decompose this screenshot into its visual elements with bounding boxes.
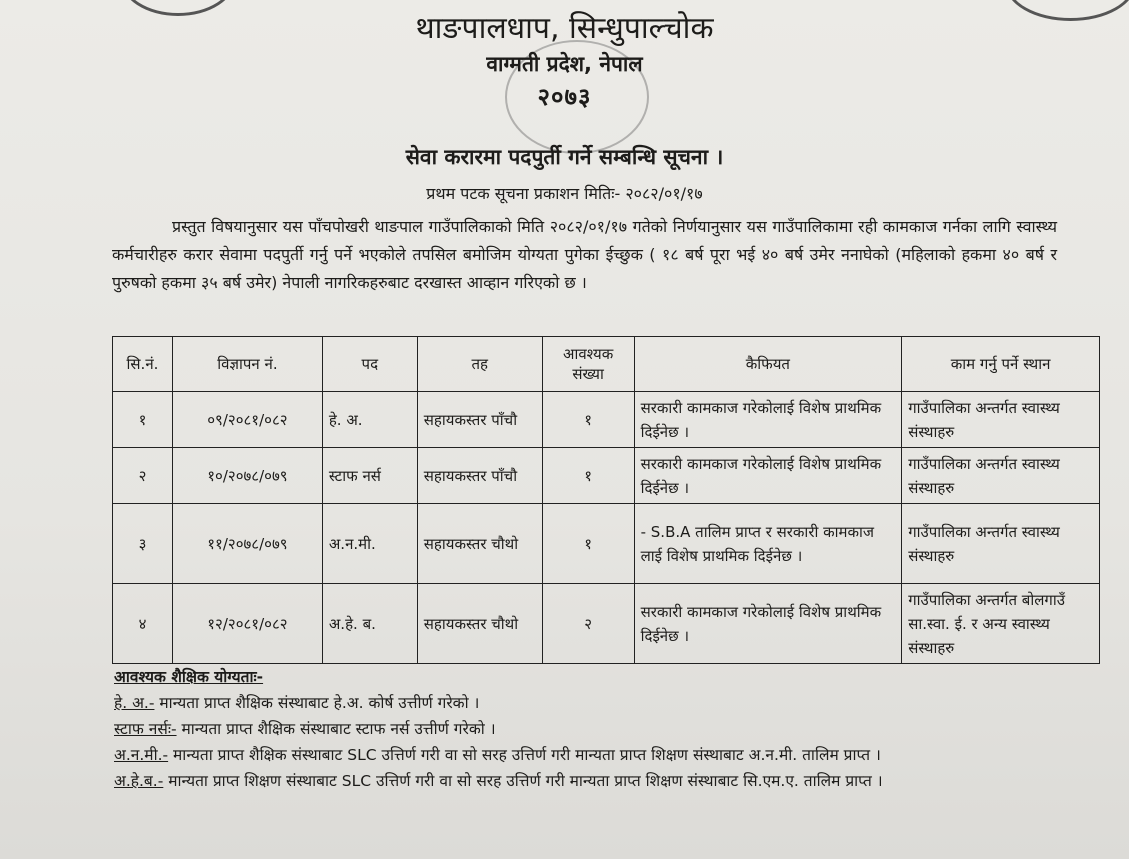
table-header-row [113, 337, 1100, 392]
notice-title: सेवा करारमा पदपुर्ती गर्ने सम्बन्धि सूचना । [405, 145, 724, 169]
cell-sn: ४ [113, 584, 173, 664]
qualification-key: अ.न.मी.- [114, 746, 169, 764]
qualification-text: मान्यता प्राप्त शिक्षण संस्थाबाट SLC उत्तिर्ण गरी वा सो सरह उत्तिर्ण गरी मान्यता प्राप्त शिक्षण संस्थाबाट सि.एम.ए. तालिम प्राप्त । [163, 772, 883, 790]
cell-sn: २ [113, 448, 173, 504]
table-row [113, 392, 1100, 448]
cell-sn: १ [113, 392, 173, 448]
cell-count: १ [542, 448, 634, 504]
cell-level: सहायकस्तर चौथो [417, 504, 542, 584]
header-count: आवश्यक संख्या [542, 337, 634, 392]
header-sn: सि.नं. [113, 337, 173, 392]
cell-place: गाउँपालिका अन्तर्गत बोलगाउँ सा.स्वा. ई. र अन्य स्वास्थ्य संस्थाहरु [902, 584, 1100, 664]
qualification-text: मान्यता प्राप्त शैक्षिक संस्थाबाट SLC उत्तिर्ण गरी वा सो सरह उत्तिर्ण गरी मान्यता प्राप्त शिक्षण संस्थाबाट अ.न.मी. तालिम प्राप्त । [168, 746, 881, 764]
cell-remark: - S.B.A तालिम प्राप्त र सरकारी कामकाज लाई विशेष प्राथमिक दिईनेछ । [634, 504, 902, 584]
table-row [113, 504, 1100, 584]
cell-level: सहायकस्तर चौथो [417, 584, 542, 664]
qualification-text: मान्यता प्राप्त शैक्षिक संस्थाबाट स्टाफ नर्स उत्तीर्ण गरेको । [176, 720, 496, 738]
cell-adno: १०/२०७८/०७९ [172, 448, 322, 504]
header-adno: विज्ञापन नं. [172, 337, 322, 392]
cell-level: सहायकस्तर पाँचौ [417, 392, 542, 448]
qualification-item [114, 744, 1064, 767]
qualification-key: अ.हे.ब.- [114, 772, 164, 790]
cell-adno: ११/२०७८/०७९ [172, 504, 322, 584]
cell-post: हे. अ. [322, 392, 417, 448]
table-row [113, 448, 1100, 504]
cell-adno: ०९/२०८१/०८२ [172, 392, 322, 448]
notice-paragraph: प्रस्तुत विषयानुसार यस पाँचपोखरी थाङपाल गाउँपालिकाको मिति २०८२/०१/१७ गतेको निर्णयानुसार यस गाउँपालिकामा रही कामकाज गर्नका लागि स्वास्थ्य कर्मचारीहरु करार सेवामा पदपुर्ती गर्नु पर्ने भएकोले तपसिल बमोजिम योग्यता पुगेका ईच्छुक ( १८ बर्ष पूरा भई ४० बर्ष उमेर ननाघेको (महिलाको हकमा ४० बर्ष र पुरुषको हकमा ३५ बर्ष उमेर) नेपाली नागरिकहरुबाट दरखास्त आव्हान गरिएको छ । [112, 217, 1057, 292]
cell-count: १ [542, 392, 634, 448]
cell-place: गाउँपालिका अन्तर्गत स्वास्थ्य संस्थाहरु [902, 392, 1100, 448]
header-place: काम गर्नु पर्ने स्थान [902, 337, 1100, 392]
header-remark: कैफियत [634, 337, 902, 392]
cell-post: अ.हे. ब. [322, 584, 417, 664]
qualifications-title: आवश्यक शैक्षिक योग्यताः- [114, 668, 264, 686]
table-row [113, 584, 1100, 664]
cell-sn: ३ [113, 504, 173, 584]
qualification-key: हे. अ.- [114, 694, 155, 712]
cell-count: १ [542, 504, 634, 584]
cell-level: सहायकस्तर पाँचौ [417, 448, 542, 504]
header-level: तह [417, 337, 542, 392]
cell-place: गाउँपालिका अन्तर्गत स्वास्थ्य संस्थाहरु [902, 504, 1100, 584]
cell-adno: १२/२०८१/०८२ [172, 584, 322, 664]
province-line: वाग्मती प्रदेश, नेपाल [486, 52, 643, 76]
header-post: पद [322, 337, 417, 392]
qualification-text: मान्यता प्राप्त शैक्षिक संस्थाबाट हे.अ. कोर्ष उत्तीर्ण गरेको । [154, 694, 480, 712]
cell-count: २ [542, 584, 634, 664]
cell-remark: सरकारी कामकाज गरेकोलाई विशेष प्राथमिक दिईनेछ । [634, 584, 902, 664]
year-line: २०७३ [537, 83, 592, 111]
cell-place: गाउँपालिका अन्तर्गत स्वास्थ्य संस्थाहरु [902, 448, 1100, 504]
cell-post: अ.न.मी. [322, 504, 417, 584]
cell-post: स्टाफ नर्स [322, 448, 417, 504]
vacancy-table [112, 336, 1100, 664]
publish-date: प्रथम पटक सूचना प्रकाशन मितिः- २०८२/०१/१७ [426, 184, 703, 203]
qualification-item [114, 770, 1064, 793]
cell-remark: सरकारी कामकाज गरेकोलाई विशेष प्राथमिक दिईनेछ । [634, 448, 902, 504]
cell-remark: सरकारी कामकाज गरेकोलाई विशेष प्राथमिक दिईनेछ । [634, 392, 902, 448]
qualification-key: स्टाफ नर्सः- [114, 720, 177, 738]
qualification-item [114, 718, 1064, 741]
qualification-item [114, 692, 1064, 715]
office-address: थाङपालधाप, सिन्धुपाल्चोक [415, 11, 714, 46]
qualifications-section [114, 666, 1064, 793]
